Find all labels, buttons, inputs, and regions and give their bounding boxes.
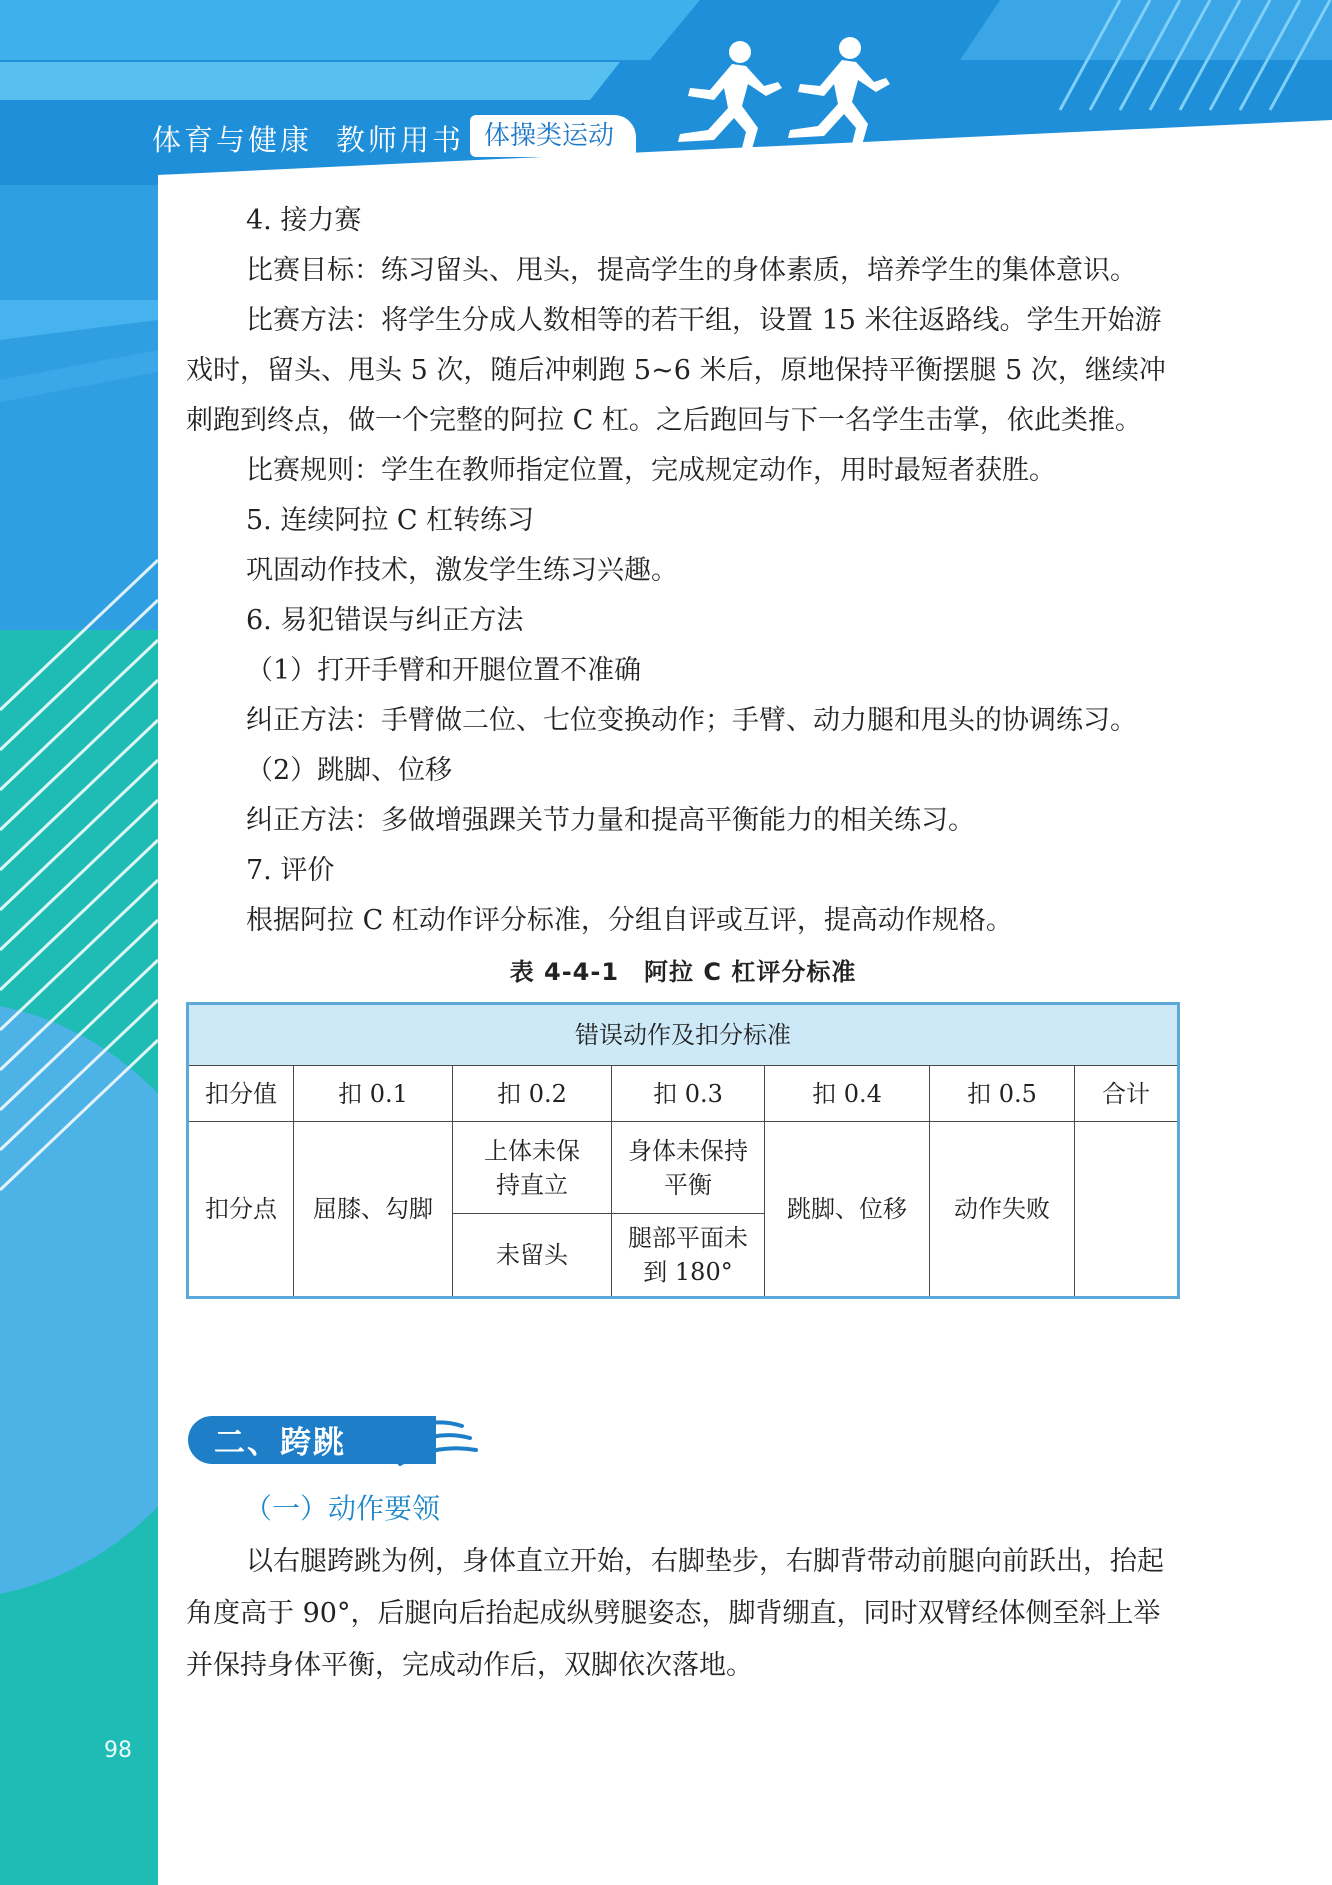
- eval-text: 根据阿拉 C 杠动作评分标准，分组自评或互评，提高动作规格。: [246, 905, 1013, 936]
- error-2-fix: 纠正方法：多做增强踝关节力量和提高平衡能力的相关练习。: [246, 805, 975, 836]
- runners-icon: [650, 30, 890, 160]
- table-cell: 身体未保持平衡: [612, 1122, 765, 1214]
- column-header: 合计: [1075, 1066, 1179, 1122]
- table-cell: 动作失败: [930, 1122, 1075, 1298]
- relay-heading: 4. 接力赛: [246, 205, 362, 236]
- main-content: [186, 196, 1180, 1299]
- scoring-table: [186, 1002, 1180, 1299]
- column-header: 扣 0.2: [453, 1066, 612, 1122]
- error-1-fix: 纠正方法：手臂做二位、七位变换动作；手臂、动力腿和甩头的协调练习。: [246, 705, 1137, 736]
- technique-paragraph: 以右腿跨跳为例，身体直立开始，右脚垫步，右脚背带动前腿向前跃出，抬起角度高于 90°，后腿向后抬起成纵劈腿姿态，脚背绷直，同时双臂经体侧至斜上举并保持身体平衡，完成动作后，双脚依次落地。: [186, 1546, 1164, 1681]
- sidebar-decoration: [0, 0, 158, 1885]
- errors-heading: 6. 易犯错误与纠正方法: [246, 605, 524, 636]
- header-banner: [0, 0, 1332, 185]
- column-header: 扣分值: [188, 1066, 294, 1122]
- table-cell: 未留头: [453, 1214, 612, 1298]
- practice-heading: 5. 连续阿拉 C 杠转练习: [246, 505, 535, 536]
- error-1: （1）打开手臂和开腿位置不准确: [246, 655, 642, 686]
- page-number: 98: [104, 1738, 132, 1763]
- row-label: 扣分点: [188, 1122, 294, 1298]
- table-cell: 屈膝、勾脚: [294, 1122, 453, 1298]
- book-title: 体育与健康 教师用书: [152, 123, 465, 157]
- error-2: （2）跳脚、位移: [246, 755, 453, 786]
- column-header: 扣 0.1: [294, 1066, 453, 1122]
- section-badge: [186, 1414, 486, 1466]
- table-cell: 跳脚、位移: [765, 1122, 930, 1298]
- subheading: （一）动作要领: [244, 1492, 441, 1525]
- table-cell-total: [1075, 1122, 1179, 1298]
- relay-method: 比赛方法：将学生分成人数相等的若干组，设置 15 米往返路线。学生开始游戏时，留头、甩头 5 次，随后冲刺跑 5~6 米后，原地保持平衡摆腿 5 次，继续冲刺跑到终点，做一个完整的阿拉 C 杠。之后跑回与下一名学生击掌，依此类推。: [186, 305, 1166, 436]
- column-header: 扣 0.3: [612, 1066, 765, 1122]
- sidebar-graphic: [0, 0, 158, 1885]
- table-cell: 上体未保持直立: [453, 1122, 612, 1214]
- practice-text: 巩固动作技术，激发学生练习兴趣。: [246, 555, 678, 586]
- relay-goal: 比赛目标：练习留头、甩头，提高学生的身体素质，培养学生的集体意识。: [246, 255, 1137, 286]
- relay-rule: 比赛规则：学生在教师指定位置，完成规定动作，用时最短者获胜。: [246, 455, 1056, 486]
- table-header: 错误动作及扣分标准: [188, 1004, 1179, 1066]
- column-header: 扣 0.5: [930, 1066, 1075, 1122]
- table-cell: 腿部平面未到 180°: [612, 1214, 765, 1298]
- section-title: 二、跨跳: [214, 1425, 346, 1461]
- chapter-badge: 体操类运动: [470, 115, 636, 157]
- column-header: 扣 0.4: [765, 1066, 930, 1122]
- table-caption: 表 4-4-1 阿拉 C 杠评分标准: [509, 958, 857, 986]
- eval-heading: 7. 评价: [246, 855, 335, 886]
